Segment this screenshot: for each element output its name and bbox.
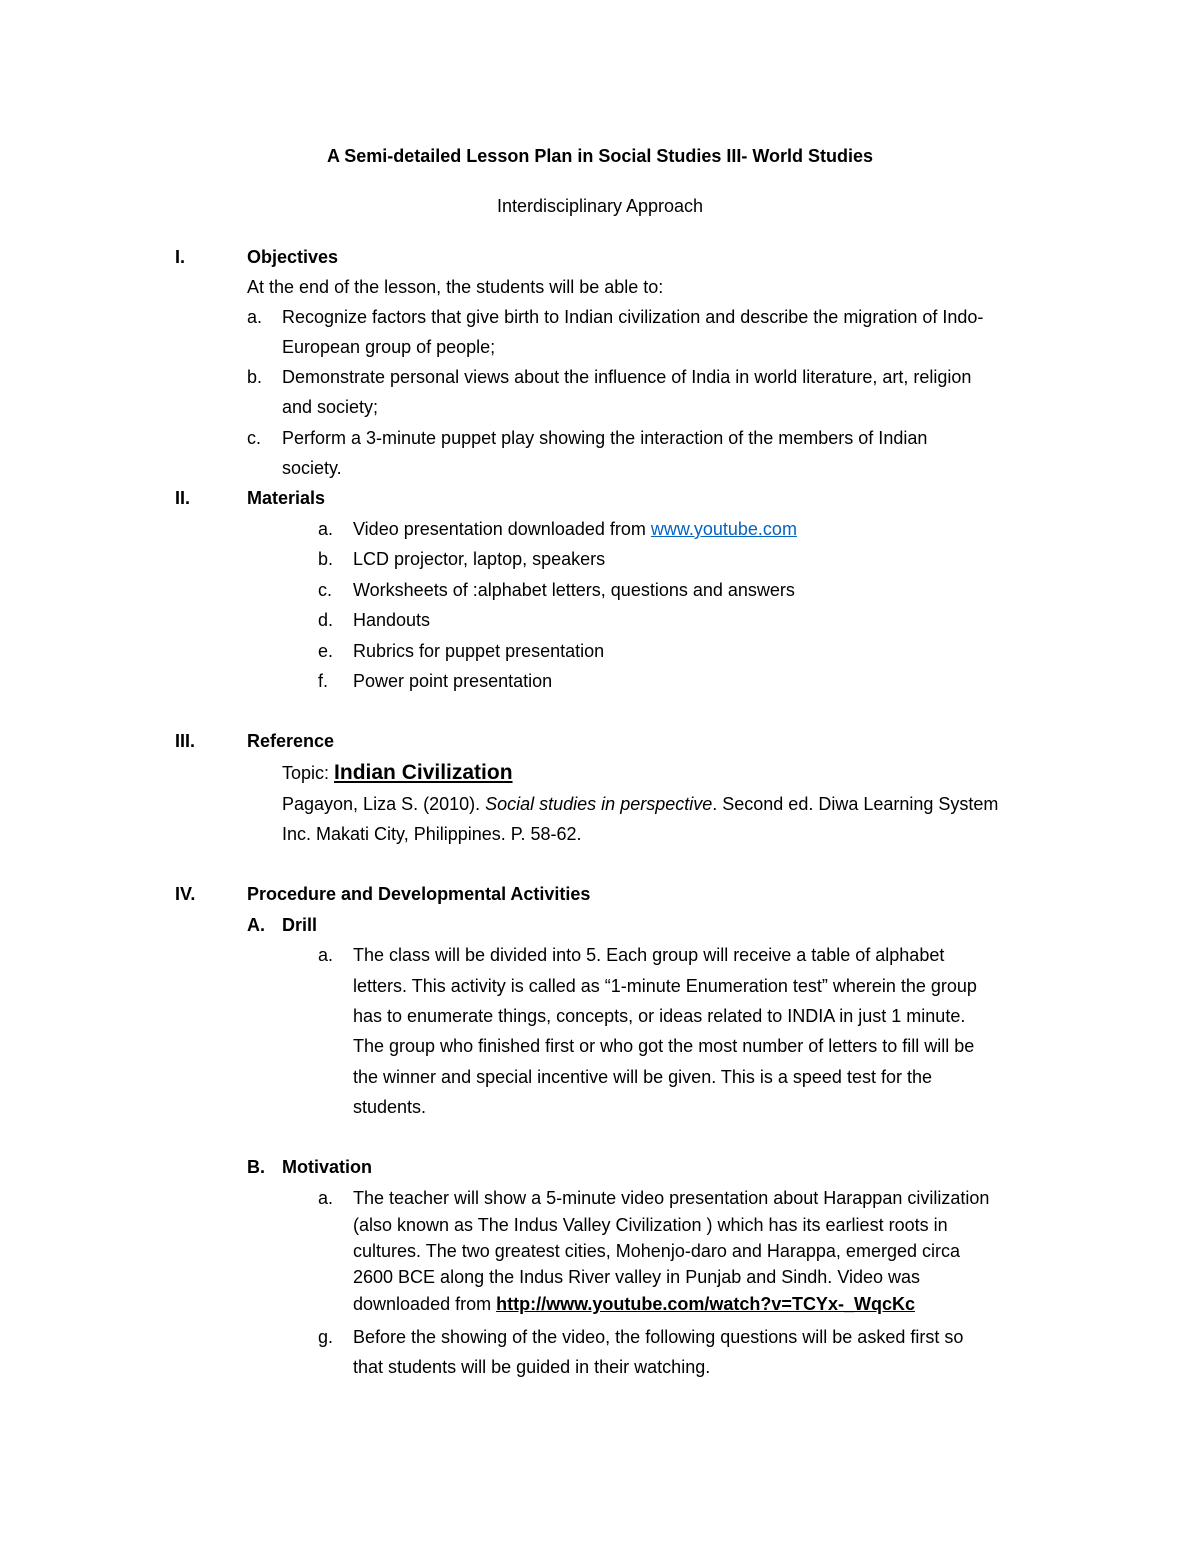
objective-marker-c: c. bbox=[247, 428, 262, 448]
material-marker-d: d. bbox=[318, 610, 334, 630]
citation-line-1 bbox=[282, 793, 998, 815]
drill-line-5: the winner and special incentive will be given. This is a speed test for the bbox=[353, 1067, 932, 1087]
motivation-a-downloaded: downloaded from bbox=[353, 1294, 497, 1314]
material-a bbox=[353, 518, 797, 540]
motivation-a-intro: The teacher will show a 5-minute video presentation about bbox=[353, 1188, 824, 1208]
motivation-a-line-1 bbox=[353, 1187, 989, 1209]
motivation-g-line-2: that students will be guided in their watching. bbox=[353, 1357, 711, 1377]
document-subtitle: Interdisciplinary Approach bbox=[496, 196, 704, 216]
objective-marker-b: b. bbox=[247, 367, 263, 387]
drill-line-3: has to enumerate things, concepts, or ideas related to INDIA in just 1 minute. bbox=[353, 1006, 966, 1026]
drill-line-4: The group who finished first or who got the most number of letters to fill will be bbox=[353, 1036, 975, 1056]
motivation-a-line-3: cultures. The two greatest cities, Mohenjo-daro and Harappa, emerged circa bbox=[353, 1241, 960, 1261]
motivation-item-g-marker: g. bbox=[318, 1327, 334, 1347]
objectives-intro: At the end of the lesson, the students will be able to: bbox=[247, 277, 664, 297]
material-e: Rubrics for puppet presentation bbox=[353, 641, 605, 661]
reference-topic-line bbox=[282, 760, 513, 786]
material-b: LCD projector, laptop, speakers bbox=[353, 549, 606, 569]
drill-line-2: letters. This activity is called as “1-minute Enumeration test” wherein the group bbox=[353, 976, 977, 996]
drill-item-marker: a. bbox=[318, 945, 334, 965]
motivation-marker: B. bbox=[247, 1157, 265, 1177]
section-heading-procedure: Procedure and Developmental Activities bbox=[247, 884, 591, 904]
drill-heading: Drill bbox=[282, 915, 318, 935]
objective-b-line-2: and society; bbox=[282, 397, 379, 417]
citation-edition: . Second ed. Diwa Learning System bbox=[712, 794, 999, 814]
topic-label: Topic: bbox=[282, 763, 335, 783]
drill-marker: A. bbox=[247, 915, 265, 935]
citation-author: Pagayon, Liza S. (2010). bbox=[282, 794, 486, 814]
material-a-text: Video presentation downloaded from bbox=[353, 519, 651, 539]
section-numeral-procedure: IV. bbox=[175, 884, 196, 904]
objective-c-line-2: society. bbox=[282, 458, 342, 478]
section-numeral-reference: III. bbox=[175, 731, 196, 751]
material-marker-e: e. bbox=[318, 641, 334, 661]
section-numeral-objectives: I. bbox=[175, 247, 186, 267]
motivation-a-intro-tail: Harappan civilization bbox=[823, 1188, 990, 1208]
citation-line-2: Inc. Makati City, Philippines. P. 58-62. bbox=[282, 824, 582, 844]
motivation-g-line-1: Before the showing of the video, the following questions will be asked first so bbox=[353, 1327, 964, 1347]
objective-a-line-2: European group of people; bbox=[282, 337, 496, 357]
motivation-item-a-marker: a. bbox=[318, 1188, 334, 1208]
material-d: Handouts bbox=[353, 610, 431, 630]
section-numeral-materials: II. bbox=[175, 488, 191, 508]
motivation-heading: Motivation bbox=[282, 1157, 372, 1177]
motivation-a-line-4: 2600 BCE along the Indus River valley in Punjab and Sindh. Video was bbox=[353, 1267, 921, 1287]
section-heading-objectives: Objectives bbox=[247, 247, 339, 267]
material-marker-c: c. bbox=[318, 580, 333, 600]
youtube-link[interactable]: www.youtube.com bbox=[650, 519, 797, 539]
material-f: Power point presentation bbox=[353, 671, 553, 691]
objective-c-line-1: Perform a 3-minute puppet play showing the interaction of the members of Indian bbox=[282, 428, 928, 448]
objective-b-line-1: Demonstrate personal views about the influence of India in world literature, art, religion bbox=[282, 367, 972, 387]
material-marker-f: f. bbox=[318, 671, 329, 691]
material-marker-b: b. bbox=[318, 549, 334, 569]
objective-marker-a: a. bbox=[247, 307, 263, 327]
material-c: Worksheets of :alphabet letters, questions and answers bbox=[353, 580, 795, 600]
topic-title: Indian Civilization bbox=[334, 761, 513, 784]
section-heading-materials: Materials bbox=[247, 488, 326, 508]
video-link[interactable]: http://www.youtube.com/watch?v=TCYx-_WqcKc bbox=[496, 1294, 915, 1314]
drill-line-1: The class will be divided into 5. Each group will receive a table of alphabet bbox=[353, 945, 945, 965]
section-heading-reference: Reference bbox=[247, 731, 335, 751]
drill-line-6: students. bbox=[353, 1097, 427, 1117]
material-marker-a: a. bbox=[318, 519, 334, 539]
document-title: A Semi-detailed Lesson Plan in Social Studies III- World Studies bbox=[326, 146, 874, 166]
citation-book-title: Social studies in perspective bbox=[485, 794, 713, 814]
motivation-a-line-2: (also known as The Indus Valley Civilization ) which has its earliest roots in bbox=[353, 1215, 948, 1235]
objective-a-line-1: Recognize factors that give birth to Indian civilization and describe the migration of Indo- bbox=[282, 307, 984, 327]
motivation-a-line-5 bbox=[353, 1293, 915, 1315]
